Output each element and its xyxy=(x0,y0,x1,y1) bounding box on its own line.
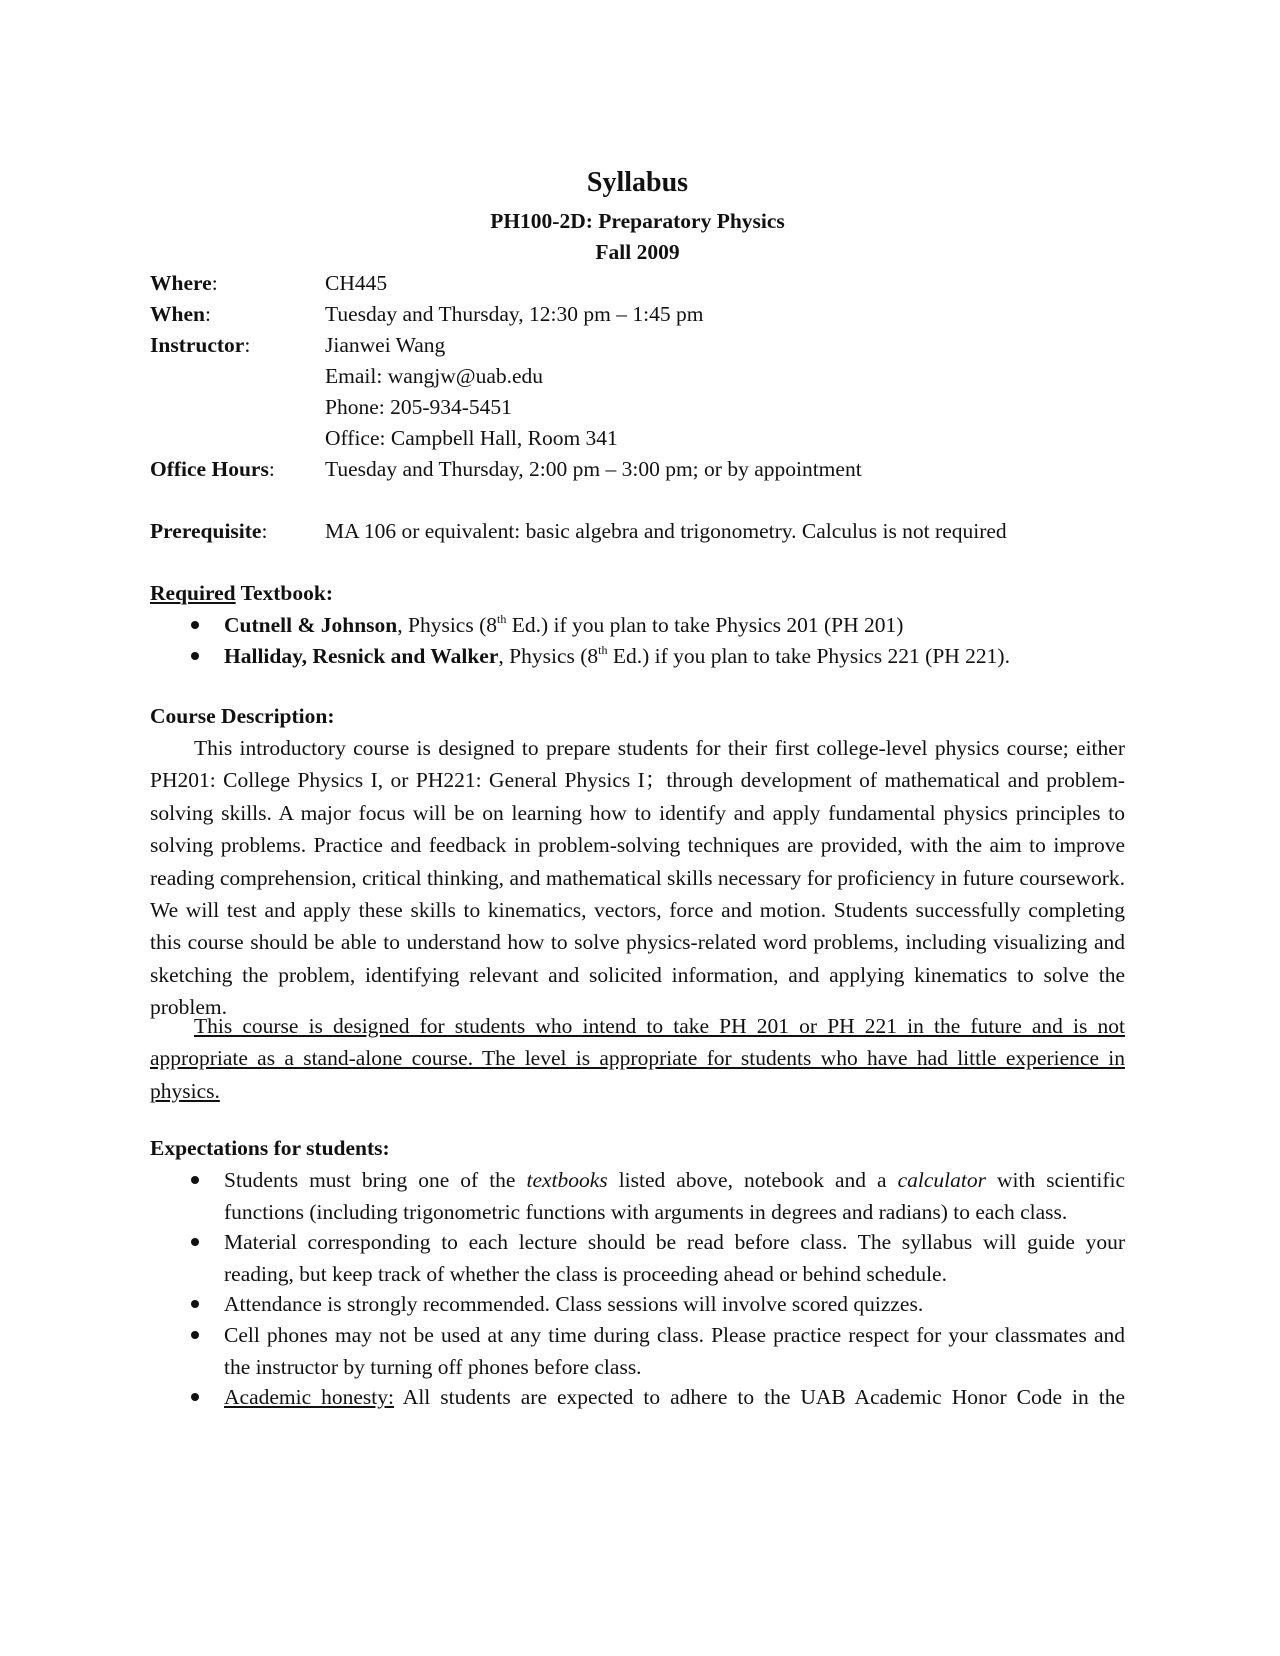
when-value: Tuesday and Thursday, 12:30 pm – 1:45 pm xyxy=(325,302,704,326)
instructor-office: Office: Campbell Hall, Room 341 xyxy=(325,426,618,450)
office-hours-label: Office Hours: xyxy=(150,457,275,481)
office-hours-value: Tuesday and Thursday, 2:00 pm – 3:00 pm; or by appointment xyxy=(325,457,862,481)
description-paragraph: This introductory course is designed to prepare students for their first college-level physics course; either PH201: College Physics I, or PH221: General Physics I；through development of mathematical and problem-solving skills. A major focus will be on learning how to identify and apply fundamental physics principles to solving problems. Practice and feedback in problem-solving techniques are provided, with the aim to improve reading comprehension, critical thinking, and mathematical skills necessary for proficiency in future coursework. We will test and apply these skills to kinematics, vectors, force and motion. Students successfully completing this course should be able to understand how to solve physics-related word problems, including visualizing and sketching the problem, identifying relevant and solicited information, and applying kinematics to solve the problem. xyxy=(150,736,1125,1020)
bullet-icon xyxy=(190,640,200,650)
bullet-icon xyxy=(190,1226,200,1236)
bullet-icon xyxy=(190,1319,200,1329)
when-label: When: xyxy=(150,302,211,326)
course-title: PH100-2D: Preparatory Physics xyxy=(490,209,785,233)
description-heading: Course Description: xyxy=(150,704,335,728)
instructor-email: Email: wangjw@uab.edu xyxy=(325,364,544,388)
course-term: Fall 2009 xyxy=(595,240,680,264)
page-title: Syllabus xyxy=(586,167,689,198)
bullet-icon xyxy=(190,1288,200,1298)
expectation-item: Material corresponding to each lecture should be read before class. The syllabus will guide your reading, but keep track of whether the class is proceeding ahead or behind schedule. xyxy=(224,1230,1125,1286)
textbook-item: Halliday, Resnick and Walker, Physics (8th Ed.) if you plan to take Physics 221 (PH 221). xyxy=(224,643,1010,668)
description-note: This course is designed for students who intend to take PH 201 or PH 221 in the future and is not appropriate as a stand-alone course. The level is appropriate for students who have had little experience in physics. xyxy=(150,1014,1125,1103)
bullet-icon xyxy=(190,1164,200,1174)
where-label: Where: xyxy=(150,271,218,295)
where-value: CH445 xyxy=(325,271,388,295)
bullet-icon xyxy=(190,609,200,619)
textbook-heading: Required Textbook: xyxy=(150,581,334,605)
prerequisite-label: Prerequisite: xyxy=(150,519,268,543)
bullet-icon xyxy=(190,1381,200,1391)
instructor-phone: Phone: 205-934-5451 xyxy=(325,395,512,419)
expectation-item: Academic honesty: All students are expected to adhere to the UAB Academic Honor Code in the xyxy=(224,1385,1125,1409)
instructor-name: Jianwei Wang xyxy=(325,333,446,357)
expectation-item: Cell phones may not be used at any time during class. Please practice respect for your classmates and the instructor by turning off phones before class. xyxy=(224,1323,1125,1379)
textbook-item: Cutnell & Johnson, Physics (8th Ed.) if you plan to take Physics 201 (PH 201) xyxy=(224,612,904,637)
prerequisite-value: MA 106 or equivalent: basic algebra and trigonometry. Calculus is not required xyxy=(325,519,1007,543)
expectation-item: Attendance is strongly recommended. Class sessions will involve scored quizzes. xyxy=(224,1292,924,1316)
expectation-item: Students must bring one of the textbooks listed above, notebook and a calculator with scientific functions (including trigonometric functions with arguments in degrees and radians) to each class. xyxy=(224,1168,1125,1224)
expectations-heading: Expectations for students: xyxy=(150,1136,390,1160)
instructor-label: Instructor: xyxy=(150,333,251,357)
